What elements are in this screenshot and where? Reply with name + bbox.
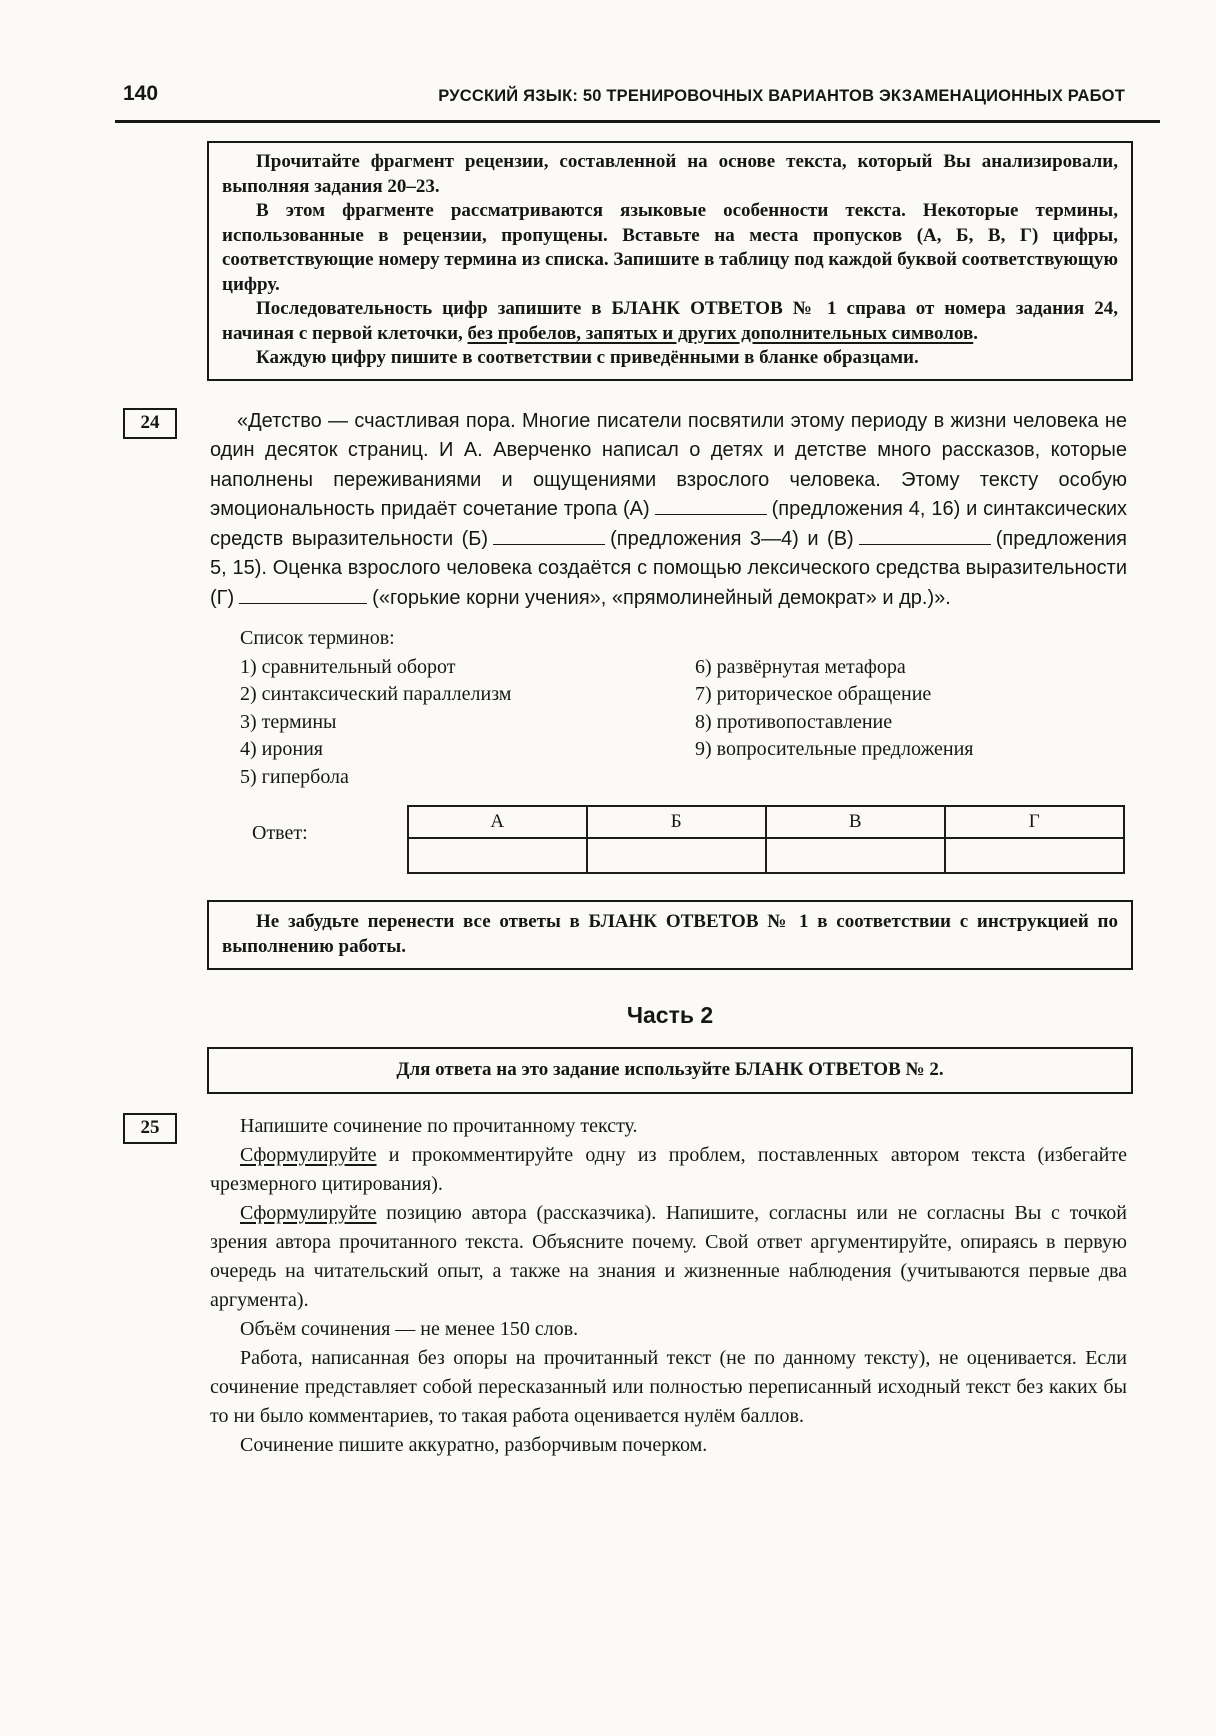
terms-column-left: [240, 654, 695, 792]
answer-column-header: В: [766, 806, 945, 838]
blank-line-v: [859, 530, 991, 545]
instruction-underlined-text: без пробелов, запятых и других дополнительных символов: [467, 322, 974, 344]
instruction-paragraph: В этом фрагменте рассматриваются языковые особенности текста. Некоторые термины, использованные в рецензии, пропущены. Вставьте на места пропусков (А, Б, В, Г) цифры, соответствующие номеру термина из списка. Запишите в таблицу под каждой буквой соответствующую цифру.: [222, 200, 1118, 295]
task-25-underlined-word: Сформулируйте: [240, 1143, 377, 1166]
answer-cell: [766, 838, 945, 873]
task-25-text: и прокомментируйте одну из проблем, поставленных автором текста (избегайте чрезмерного цитирования).: [210, 1143, 1127, 1195]
task24-instruction-box: [207, 141, 1133, 381]
blank-line-a: [655, 500, 767, 515]
term-item: 6) развёрнутая метафора: [695, 655, 906, 678]
term-item: 7) риторическое обращение: [695, 683, 932, 705]
answer-table-header-row: [408, 806, 1124, 838]
answer-table-value-row: [408, 838, 1124, 873]
instruction-paragraph: Прочитайте фрагмент рецензии, составленной на основе текста, который Вы анализировали, выполняя задания 20–23.: [222, 151, 1118, 197]
terms-list-title: Список терминов:: [240, 627, 395, 649]
term-item: 5) гипербола: [240, 765, 349, 788]
instruction-paragraph: Каждую цифру пишите в соответствии с приведёнными в бланке образцами.: [256, 347, 919, 368]
terms-column-right: [695, 654, 974, 792]
task-25-text: позицию автора (рассказчика). Напишите, согласны или не согласны Вы с точкой зрения автора прочитанного текста. Объясните почему. Свой ответ аргументируйте, опираясь в первую очередь на читательский опыт, а также на знания и жизненные наблюдения (учитываются первые два аргумента).: [210, 1201, 1127, 1311]
reminder-text: Не забудьте перенести все ответы в БЛАНК ОТВЕТОВ № 1 в соответствии с инструкцией по выполнению работы.: [222, 911, 1118, 957]
term-item: 1) сравнительный оборот: [240, 655, 456, 678]
task-25-number-box: 25: [123, 1113, 177, 1144]
term-item: 4) ирония: [240, 738, 323, 760]
task-24-text: [210, 407, 1127, 614]
page-header: [123, 82, 1125, 106]
answer-cell: [945, 838, 1124, 873]
part-2-heading: Часть 2: [626, 1002, 714, 1028]
running-head-title: РУССКИЙ ЯЗЫК: 50 ТРЕНИРОВОЧНЫХ ВАРИАНТОВ ЭКЗАМЕНАЦИОННЫХ РАБОТ: [438, 87, 1125, 105]
task-25-underlined-word: Сформулируйте: [240, 1201, 377, 1224]
answer-column-header: А: [408, 806, 587, 838]
task-25-paragraph: Работа, написанная без опоры на прочитанный текст (не по данному тексту), не оценивается. Если сочинение представляет собой пересказанный или полностью переписанный исходный текст без каких бы то ни было комментариев, то такая работа оценивается нулём баллов.: [210, 1346, 1127, 1427]
task-25-paragraph: Объём сочинения — не менее 150 слов.: [240, 1317, 579, 1340]
answer-cell: [408, 838, 587, 873]
instruction-paragraph: [222, 297, 1118, 346]
task-24-text-segment: («горькие корни учения», «прямолинейный демократ» и др.)».: [372, 586, 951, 609]
answer-column-header: Г: [945, 806, 1124, 838]
task-25-paragraph: Напишите сочинение по прочитанному тексту.: [240, 1114, 638, 1137]
terms-list-section: [240, 625, 1127, 791]
answer-table: [407, 805, 1125, 874]
blank-line-g: [239, 589, 367, 604]
instruction-text: .: [973, 322, 978, 344]
task-24-text-segment: (предложения 5, 15). Оценка взрослого человека создаётся с помощью лексического средства выразительности (Г): [210, 527, 1128, 609]
header-divider: [115, 120, 1160, 123]
term-item: 8) противопоставление: [695, 710, 893, 733]
task-25-paragraph: Сочинение пишите аккуратно, разборчивым почерком.: [240, 1433, 708, 1456]
term-item: 3) термины: [240, 710, 337, 733]
answer-column-header: Б: [587, 806, 766, 838]
term-item: 9) вопросительные предложения: [695, 738, 974, 760]
answer-section: [252, 805, 1127, 874]
task-25-paragraph: [210, 1141, 1127, 1199]
transfer-answers-reminder-box: [207, 900, 1133, 970]
answer-sheet-2-text: Для ответа на это задание используйте БЛАНК ОТВЕТОВ № 2.: [396, 1059, 944, 1080]
page-number: 140: [123, 82, 159, 105]
task-24-number-box: 24: [123, 408, 177, 439]
term-item: 2) синтаксический параллелизм: [240, 683, 512, 705]
answer-cell: [587, 838, 766, 873]
blank-line-b: [493, 530, 605, 545]
scanned-exam-page: [0, 82, 1216, 1736]
task-24: [140, 407, 1128, 875]
task-24-text-segment: (предложения 3—4) и (В): [610, 527, 854, 550]
terms-columns: [240, 654, 1127, 792]
task-24-text-segment: (предложения 4, 16) и синтаксических средств выразительности (Б): [210, 498, 1127, 550]
answer-label: Ответ:: [252, 822, 308, 844]
task-24-text-segment: «Детство — счастливая пора. Многие писатели посвятили этому периоду в жизни человека не один десяток страниц. И А. Аверченко написал о детях и детстве много рассказов, которые наполнены переживаниями и ощущениями взрослого человека. Этому тексту особую эмоциональность придаёт сочетание тропа (А): [210, 409, 1127, 520]
instruction-text: Последовательность цифр запишите в БЛАНК ОТВЕТОВ № 1 справа от номера задания 24, начиная с первой клеточки,: [222, 298, 1118, 344]
answer-sheet-2-box: [207, 1047, 1133, 1094]
task-25: [140, 1112, 1127, 1460]
task-25-paragraph: [210, 1199, 1127, 1315]
